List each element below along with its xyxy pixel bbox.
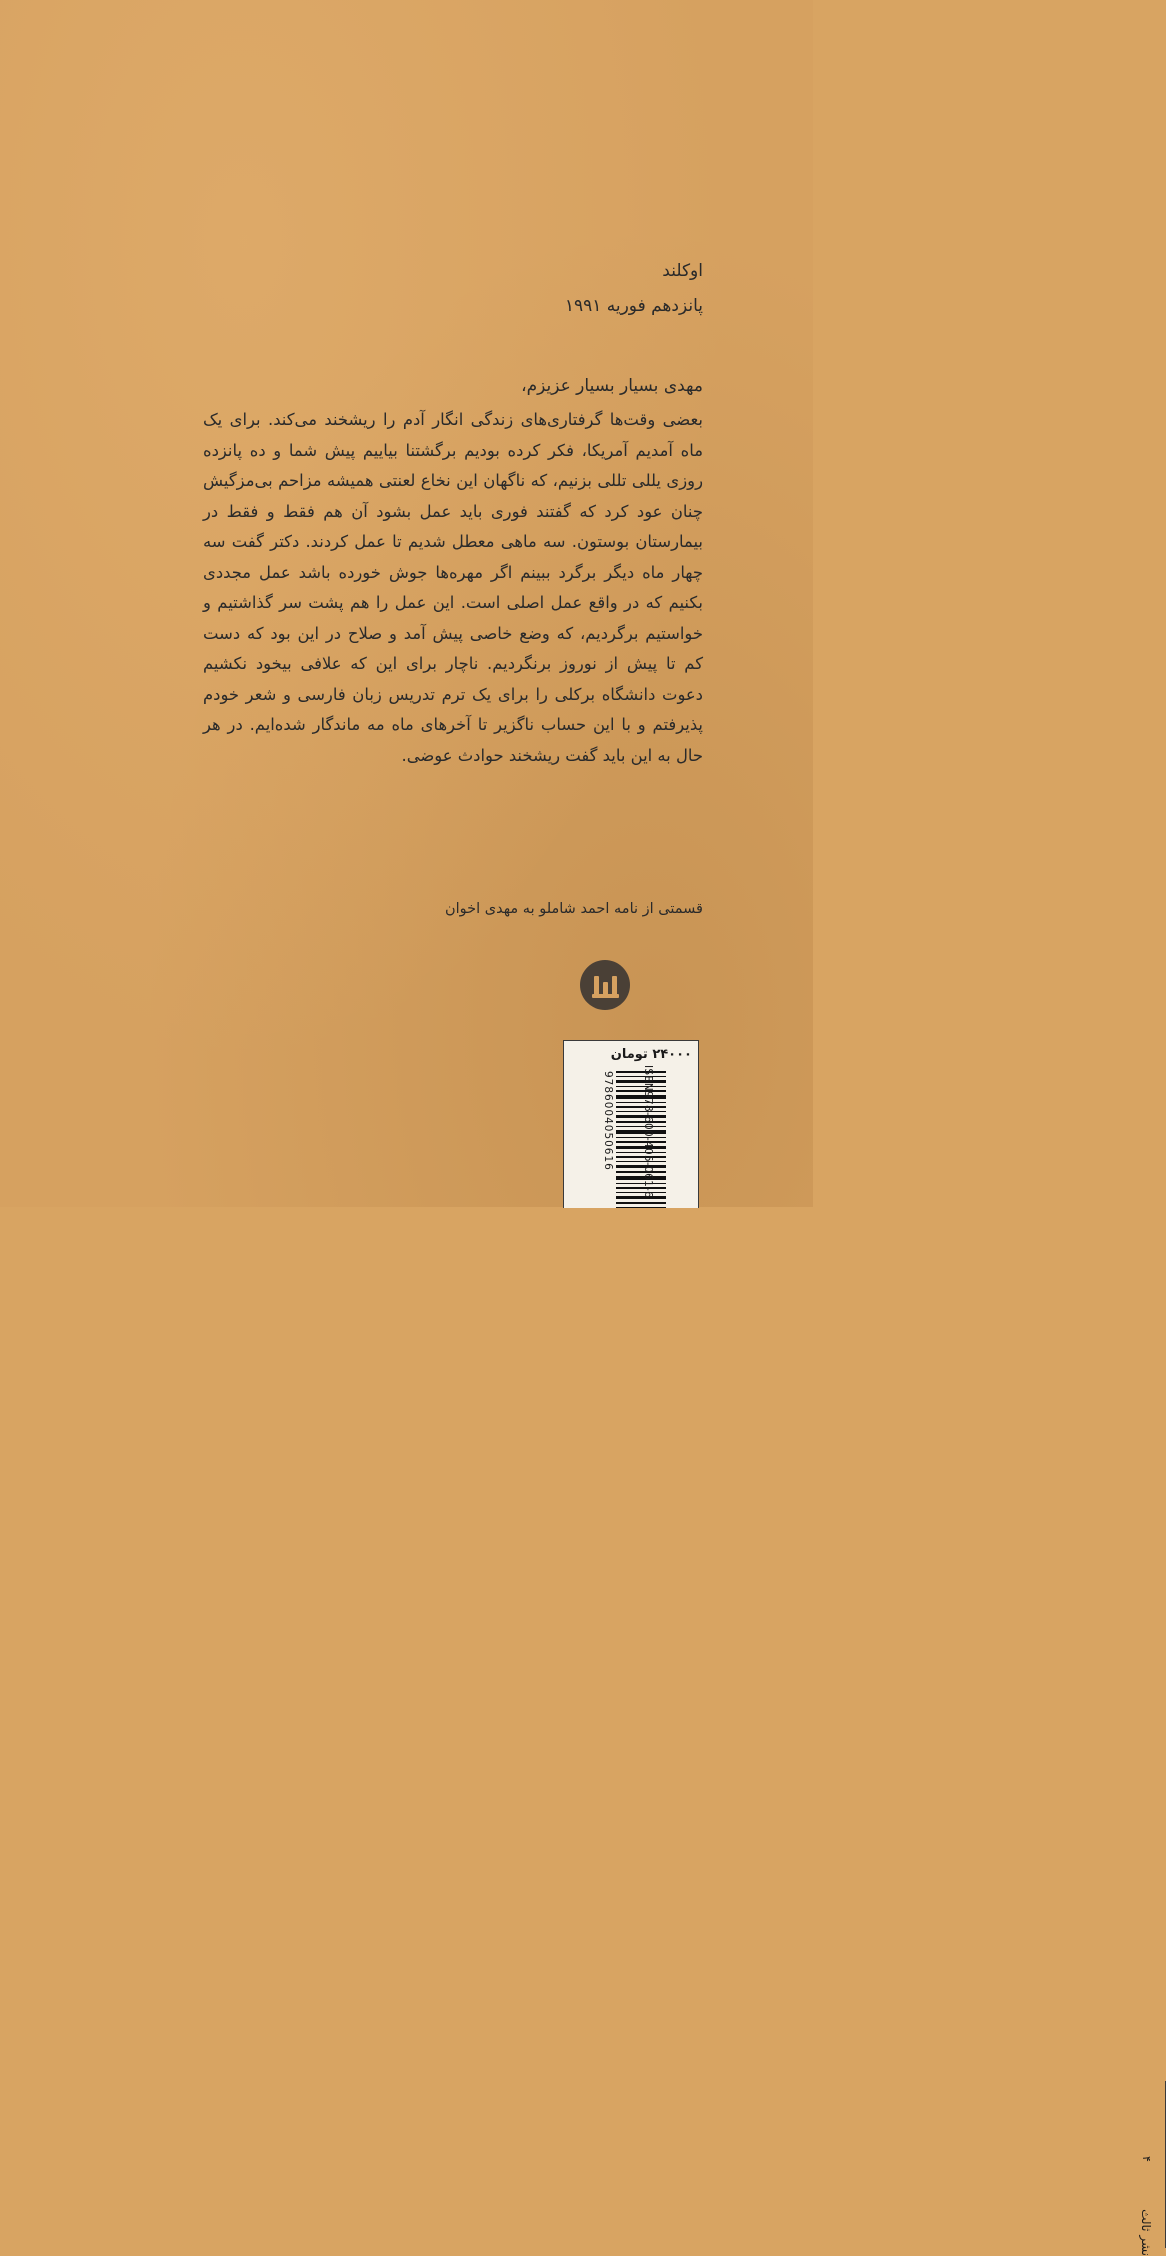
letter-salutation: مهدی بسیار بسیار عزیزم، bbox=[521, 376, 703, 396]
barcode-icon bbox=[616, 1071, 666, 1211]
isbn-label: ISBN978-600-405-061-6 bbox=[642, 1065, 654, 1199]
barcode-box bbox=[563, 1040, 1153, 2256]
letter-source-caption: قسمتی از نامه احمد شاملو به مهدی اخوان bbox=[445, 901, 703, 917]
price-label: ۲۴۰۰۰ تومان bbox=[610, 1047, 692, 1062]
letter-date: پانزدهم فوریه ۱۹۹۱ bbox=[564, 296, 703, 316]
publisher-number: ۴ bbox=[1140, 2156, 1153, 2162]
letter-place: اوکلند bbox=[662, 261, 703, 281]
publisher-strip bbox=[1127, 2081, 1166, 2256]
barcode-digits: 9786004050616 bbox=[602, 1071, 614, 1171]
letter-body: بعضی وقت‌ها گرفتاری‌های زندگی انگار آدم را ریشخند می‌کند. برای یک ماه آمدیم آمریکا، فکر کرده بودیم برگشتنا بیاییم پیش شما و ده پانزده روزی یللی تللی بزنیم، که ناگهان این نخاع لعنتی همیشه مزاحم بی‌مزگیش چنان عود کرد که گفتند فوری باید عمل بشود آن هم فقط و فقط در بیمارستان بوستون. سه ماهی معطل شدیم تا عمل کردند. دکتر گفت سه چهار ماه دیگر برگرد ببینم اگر مهره‌ها جوش خورده باشد عمل مجددی بکنیم که در واقع عمل اصلی است. این عمل را هم پشت سر گذاشتیم و خواستیم برگردیم، که وضع خاصی پیش آمد و صلاح در این بود که دست کم تا پیش از نوروز برنگردیم. ناچار برای این که علافی بیخود نکشیم دعوت دانشگاه برکلی را برای یک ترم تدریس زبان فارسی و شعر خودم پذیرفتم و با این حساب ناگزیر تا آخرهای ماه مه ماندگار شده‌ایم. در هر حال به این باید گفت ریشخند حوادث عوضی. bbox=[203, 410, 703, 765]
publisher-logo-icon bbox=[580, 960, 630, 1010]
publisher-name: نشر ثالث bbox=[1139, 2209, 1153, 2256]
